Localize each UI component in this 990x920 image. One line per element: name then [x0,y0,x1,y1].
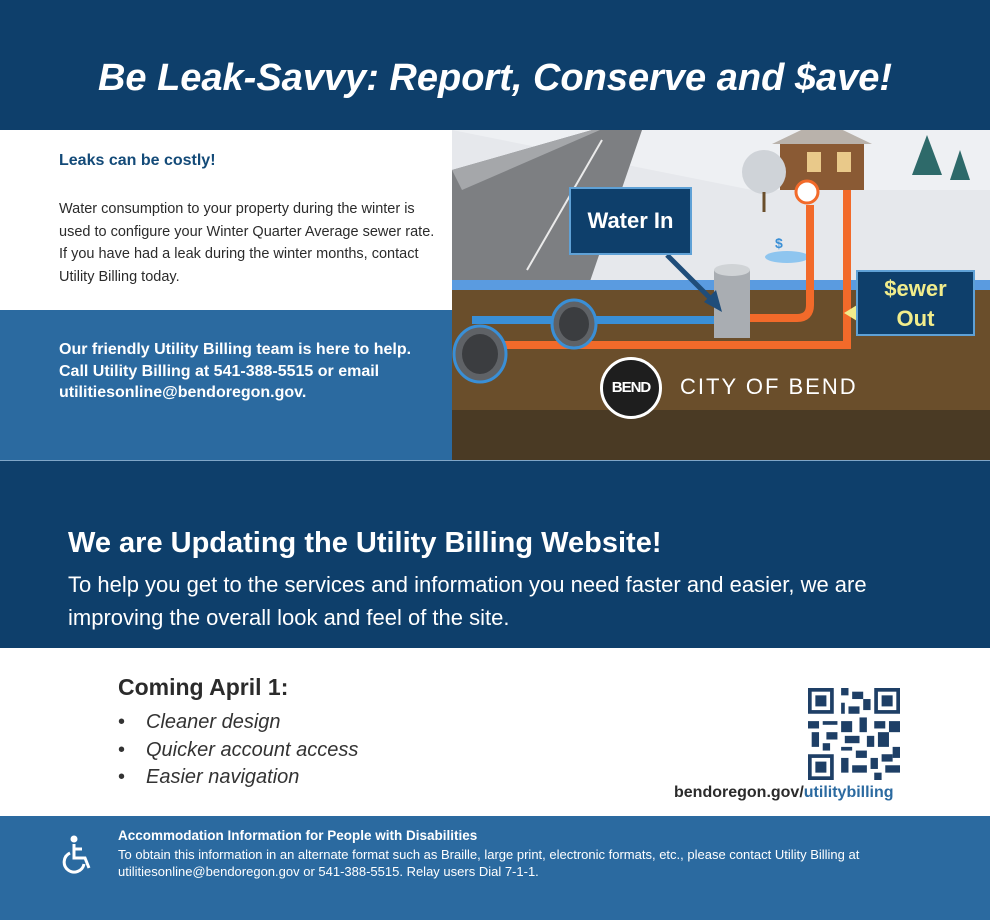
update-body: To help you get to the services and information you need faster and easier, we are improving the overall look and feel of the site. [68,572,867,630]
city-name: CITY OF BEND [680,374,858,399]
sewer-out-line-1: $ewer [884,276,947,301]
url-domain[interactable]: bendoregon.gov/ [674,784,804,801]
wheelchair-icon [60,834,100,874]
bullet: • [118,766,126,788]
page-title: Be Leak-Savvy: Report, Conserve and $ave! [97,57,893,99]
list-item-text: Cleaner design [146,711,281,733]
update-banner [0,460,990,649]
coming-heading: Coming April 1: [118,674,289,700]
city-of-bend-logo: BEND [600,357,662,419]
accommodation-title: Accommodation Information for People with Disabilities [118,828,478,843]
coming-section [0,648,990,816]
accommodation-body: To obtain this information in an alternate format such as Braille, large print, electronic formats, etc., please contact Utility Billing at utilitiesonline@bendoregon.gov or 541-388-5515. Relay users Dial 7-1-1. [118,847,860,879]
list-item [118,709,358,737]
sewer-out-label [856,270,975,336]
team-panel [0,310,452,460]
url-path[interactable]: utilitybilling [803,784,894,801]
team-body: Our friendly Utility Billing team is here to help. Call Utility Billing at 541-388-5515 or email utilitiesonline@bendoregon.gov. [59,341,412,401]
leak-illustration [452,130,990,460]
list-item-text: Easier navigation [146,766,300,788]
accessibility-footer [0,816,990,920]
feature-list [118,709,358,792]
bullet: • [118,711,126,733]
list-item [118,764,358,792]
leaks-body: Water consumption to your property during the winter is used to configure your Winter Quarter Average sewer rate. If you have had a leak during the winter months, contact Utility Billing today. [59,201,435,285]
header-banner [0,0,990,130]
update-heading: We are Updating the Utility Billing Website! [68,527,662,559]
list-item-text: Quicker account access [146,738,359,761]
list-item [118,737,358,765]
qr-code-icon[interactable] [808,688,900,780]
sewer-out-line-2: Out [896,306,935,331]
website-url[interactable] [674,784,894,802]
bullet: • [118,738,126,761]
leaks-heading: Leaks can be costly! [59,152,216,169]
svg-text:$: $ [775,235,783,251]
water-in-label: Water In [569,187,692,255]
